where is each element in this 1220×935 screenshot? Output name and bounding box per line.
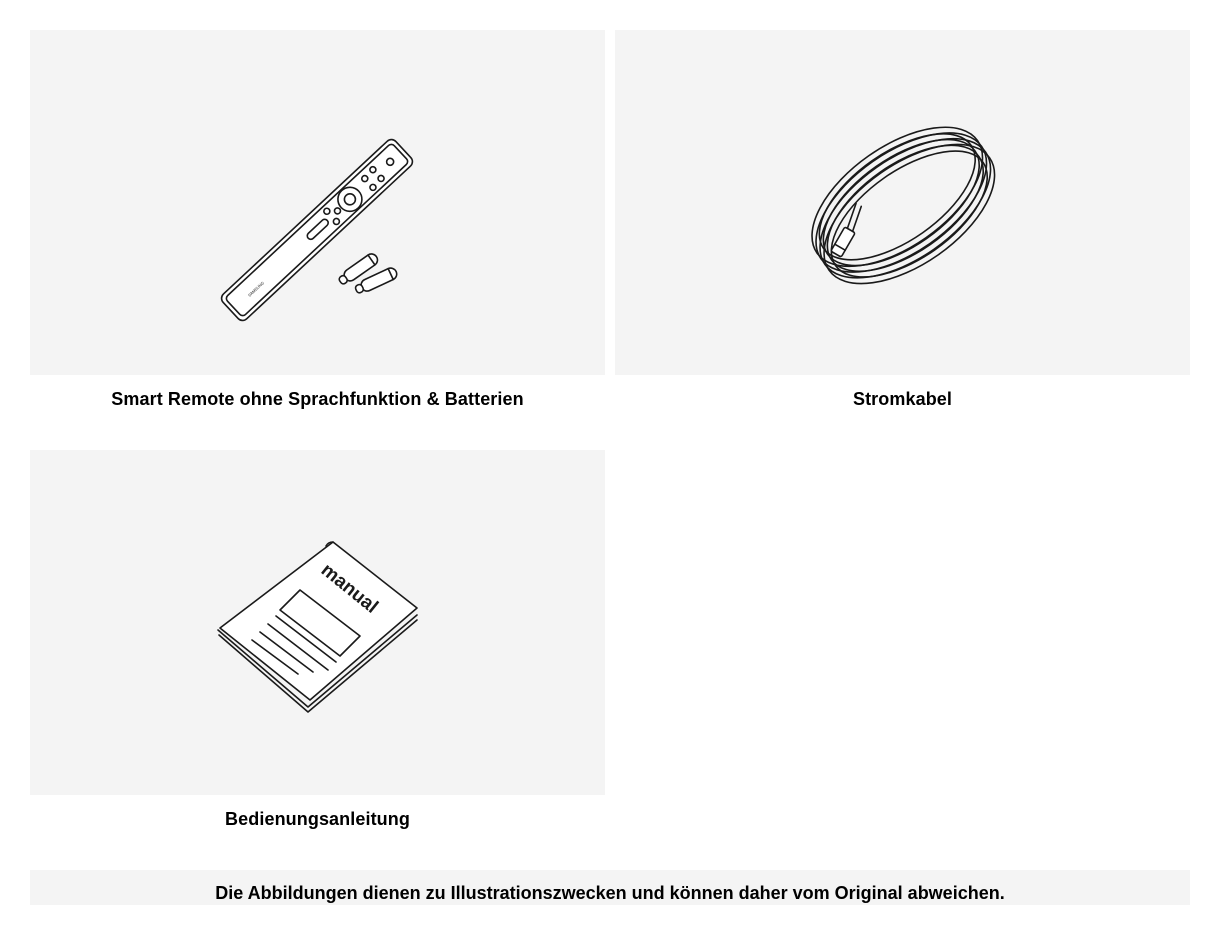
illustration-disclaimer: Die Abbildungen dienen zu Illustrationszwecken und können daher vom Original abweichen. bbox=[30, 870, 1190, 905]
remote-brand-text: SAMSUNG bbox=[246, 280, 266, 298]
remote-caption: Smart Remote ohne Sprachfunktion & Batterien bbox=[111, 389, 524, 409]
remote-control-icon bbox=[30, 30, 605, 375]
remote-image bbox=[30, 30, 605, 375]
accessory-item-manual bbox=[30, 450, 605, 830]
power-cable-image bbox=[615, 30, 1190, 375]
power-cable-icon bbox=[615, 30, 1190, 375]
manual-caption: Bedienungsanleitung bbox=[225, 809, 410, 829]
accessory-item-remote bbox=[30, 30, 605, 410]
manual-cover-text: manual bbox=[316, 559, 382, 618]
power-cable-caption: Stromkabel bbox=[852, 389, 953, 409]
accessory-item-power-cable bbox=[615, 30, 1190, 410]
manual-image bbox=[30, 450, 605, 795]
manual-booklet-icon bbox=[30, 450, 605, 795]
